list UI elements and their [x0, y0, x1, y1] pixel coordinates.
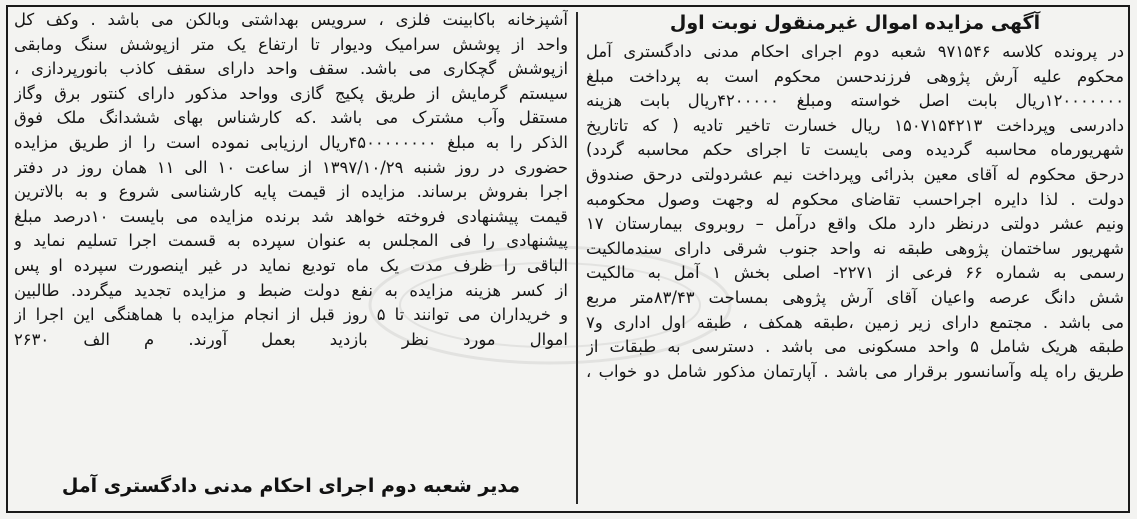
- text-line: دادرسی وپرداخت ۱۵۰۷۱۵۴۲۱۳ ریال خسارت تاخیر تادیه ( که تاتاریخ: [586, 115, 1124, 135]
- right-column: [586, 8, 1124, 384]
- text-line: طبقه هریک شامل ۵ واحد مسکونی می باشد . دسترسی به طبقات از: [586, 337, 1124, 357]
- text-line: ۱۲۰۰۰۰۰۰۰ریال بابت اصل خواسته ومبلغ ۴۲۰۰۰۰۰ریال بابت هزینه: [586, 91, 1124, 111]
- notice-title: آگهی مزایده اموال غیرمنقول نوبت اول: [669, 12, 1041, 34]
- text-line: اموال مورد نظر بازدید بعمل آورند. م الف ۲۶۳۰: [14, 329, 568, 349]
- text-line: قیمت پیشنهادی فروخته خواهد شد برنده مزایده می بایست ۱۰درصد مبلغ: [14, 206, 568, 226]
- signature-line: مدیر شعبه دوم اجرای احکام مدنی دادگستری آمل: [61, 475, 521, 497]
- text-line: اجرا بفروش برساند. مزایده از قیمت پایه کارشناسی شروع و به بالاترین: [14, 182, 568, 202]
- left-column: [14, 8, 568, 352]
- text-line: طریق راه پله وآسانسور برقرار می باشد . آپارتمان مذکور شامل دو خواب ،: [586, 361, 1124, 381]
- text-line: محکوم علیه آرش پژوهی فرزندحسن محکوم است به پرداخت مبلغ: [586, 66, 1124, 86]
- text-line: شهریورماه محاسبه گردیده ومی بایست تا اجرای حکم محاسبه گردد): [586, 140, 1124, 160]
- text-line: و خریداران می توانند تا ۵ روز قبل از انجام مزایده با هماهنگی این اجرا از: [14, 305, 568, 325]
- text-line: ونیم عشر دولتی درنظر دارد ملک واقع درآمل – روبروی بیمارستان ۱۷: [586, 214, 1124, 234]
- column-divider: [576, 12, 578, 504]
- text-line: در پرونده کلاسه ۹۷۱۵۴۶ شعبه دوم اجرای احکام مدنی دادگستری آمل: [586, 42, 1124, 61]
- text-line: واحد از پوشش سرامیک ودیوار تا ارتفاع یک متر ازپوشش سنگ ومابقی: [14, 34, 568, 54]
- text-line: مستقل وآب مشترک می باشد .که کارشناس بهای ششدانگ ملک فوق: [14, 108, 568, 128]
- text-line: می باشد . مجتمع دارای زیر زمین ،طبقه همکف ، طبقه اول اداری و۷: [586, 312, 1124, 332]
- text-line: آشپزخانه باکابینت فلزی ، سرویس بهداشتی وبالکن می باشد . وکف کل: [14, 10, 568, 29]
- text-line: الذکر را به مبلغ ۴۵۰۰۰۰۰۰۰۰ریال ارزیابی نموده است را از طریق مزایده: [14, 132, 568, 152]
- right-column-body: [586, 40, 1124, 384]
- text-line: شش دانگ عرصه واعیان آقای آرش پژوهی بمساحت ۸۳/۴۳متر مربع: [586, 287, 1124, 307]
- text-line: شهریور ساختمان پژوهی طبقه نه واحد جنوب شرقی دارای سندمالکیت: [586, 238, 1124, 258]
- text-line: از کسر هزینه مزایده به نفع دولت ضبط و مزایده تجدید میگردد. طالبین: [14, 280, 568, 300]
- text-line: پیشنهادی را فی المجلس به عنوان سپرده به قسمت اجرا تسلیم نماید و: [14, 231, 568, 251]
- text-line: الباقی را ظرف مدت یک ماه تودیع نماید در غیر اینصورت سپرده او پس: [14, 255, 568, 275]
- text-line: حضوری در روز شنبه ۱۳۹۷/۱۰/۲۹ از ساعت ۱۰ الی ۱۱ همان روز در دفتر: [14, 157, 568, 177]
- left-column-body: [14, 8, 568, 352]
- text-line: سیستم گرمایش از طریق پکیج گازی وواحد مذکور دارای کنتور برق وگاز: [14, 83, 568, 103]
- text-line: دولت . لذا دایره اجراحسب تقاضای محکوم له وجهت وصول محکومبه: [586, 189, 1124, 209]
- text-line: رسمی به شماره ۶۶ فرعی از ۲۲۷۱- اصلی بخش ۱ آمل به مالکیت: [586, 263, 1124, 283]
- text-line: درحق محکوم له آقای معین بذرائی وپرداخت نیم عشردولتی درحق صندوق: [586, 164, 1124, 184]
- text-line: ازپوشش گچکاری می باشد. سقف واحد دارای سقف کاذب بانورپردازی ،: [14, 59, 568, 79]
